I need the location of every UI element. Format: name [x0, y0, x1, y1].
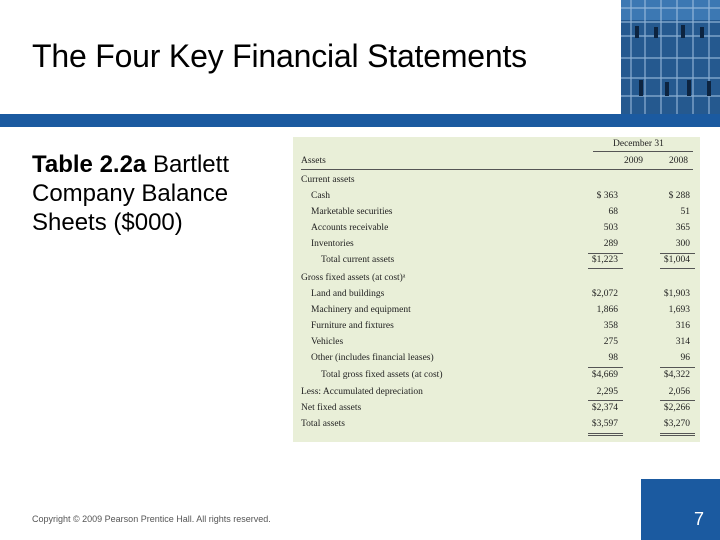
copyright-notice: Copyright © 2009 Pearson Prentice Hall. All rights reserved.	[32, 514, 271, 524]
table-row: Net fixed assets $2,374 $2,266	[301, 403, 690, 413]
section-header-assets: Assets	[301, 156, 326, 166]
table-row: Current assets	[301, 175, 355, 185]
table-row: Other (includes financial leases) 98 96	[311, 353, 690, 363]
balance-sheet-table	[293, 137, 700, 442]
caption-table-number: Table 2.2a	[32, 151, 147, 178]
table-row: Furniture and fixtures 358 316	[311, 321, 690, 331]
table-row: Cash $ 363 $ 288	[311, 191, 690, 201]
table-row: Vehicles 275 314	[311, 337, 690, 347]
table-row: Total assets $3,597 $3,270	[301, 419, 690, 429]
page-number: 7	[693, 509, 704, 529]
caption-text: Bartlett Company Balance Sheets ($000)	[32, 151, 229, 236]
title-band	[0, 114, 720, 127]
column-header-2008: 2008	[669, 156, 688, 166]
slide-title: The Four Key Financial Statements	[32, 38, 527, 74]
table-row: Gross fixed assets (at cost)ᵃ	[301, 273, 406, 283]
table-row: Land and buildings $2,072 $1,903	[311, 289, 690, 299]
table-row: Total current assets $1,223 $1,004	[321, 255, 690, 265]
header-photo-image	[621, 0, 720, 114]
table-row: Inventories 289 300	[311, 239, 690, 249]
table-caption	[32, 150, 282, 237]
table-row: Less: Accumulated depreciation 2,295 2,056	[301, 387, 690, 397]
table-row: Total gross fixed assets (at cost) $4,669 $4,322	[321, 370, 690, 380]
table-row: Marketable securities 68 51	[311, 207, 690, 217]
table-row: Machinery and equipment 1,866 1,693	[311, 305, 690, 315]
column-header-2009: 2009	[624, 156, 643, 166]
page-number-box	[641, 479, 720, 540]
period-header: December 31	[613, 139, 664, 149]
table-row: Accounts receivable 503 365	[311, 223, 690, 233]
